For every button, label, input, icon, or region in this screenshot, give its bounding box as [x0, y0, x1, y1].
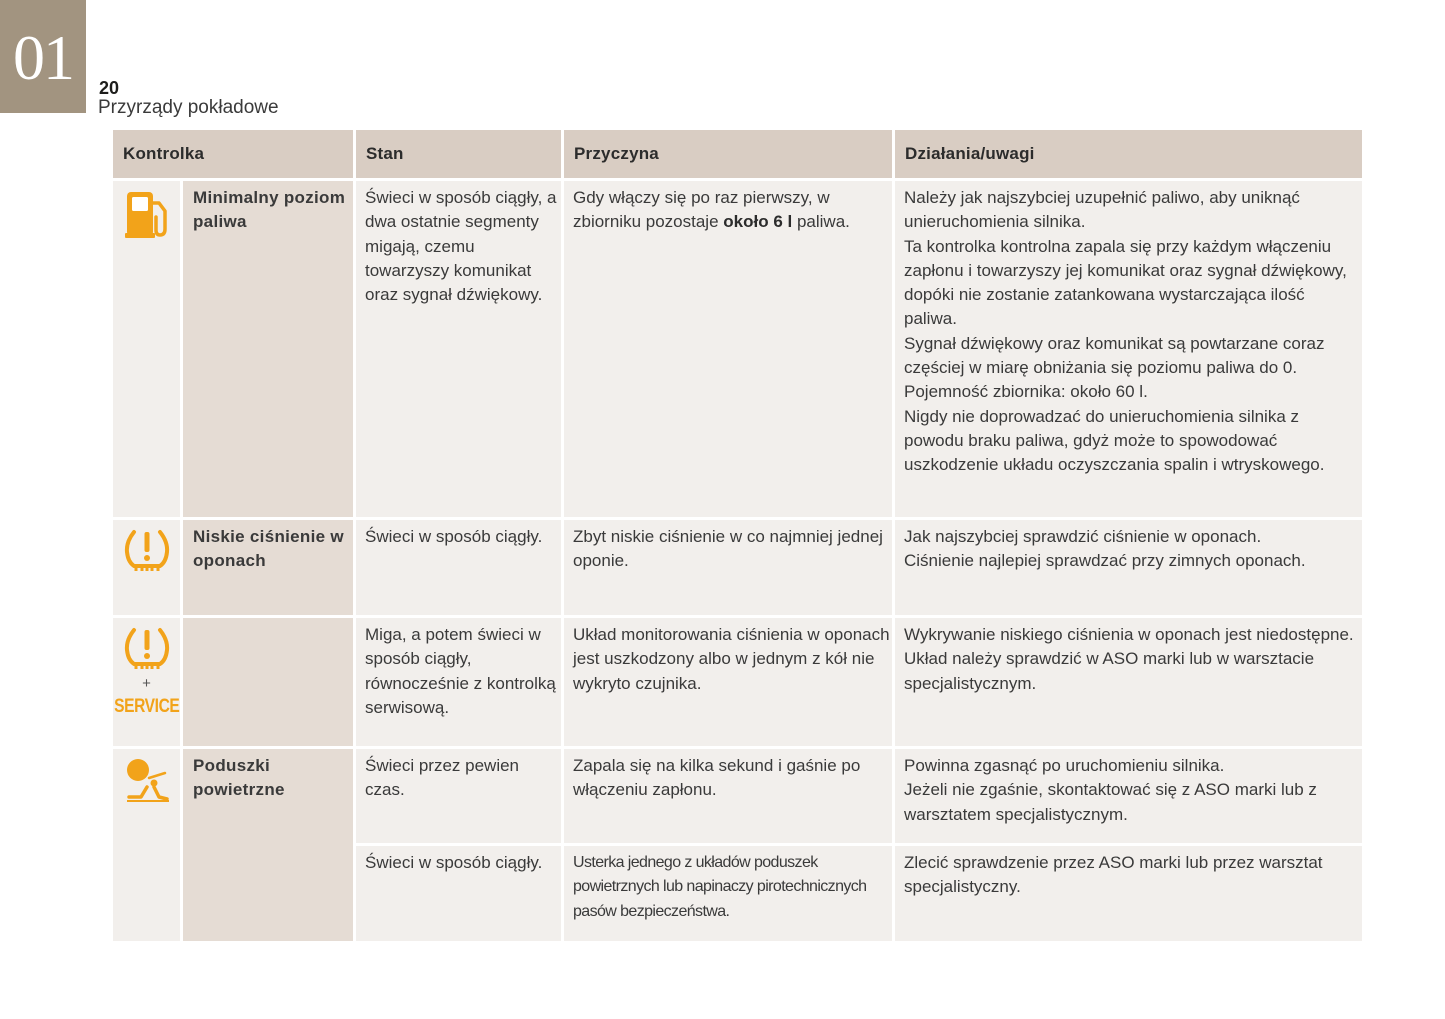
column-header-przyczyna: Przyczyna: [564, 130, 892, 178]
dzialania-text: Powinna zgasnąć po uruchomieniu silnika. Jeżeli nie zgaśnie, skontaktować się z ASO marki lub z warsztatem specjalistycznym.: [895, 749, 1362, 843]
dzialania-text: Jak najszybciej sprawdzić ciśnienie w oponach. Ciśnienie najlepiej sprawdzać przy zimnych oponach.: [895, 520, 1362, 615]
przyczyna-text: Usterka jednego z układów poduszek powietrznych lub napinaczy pirotechnicznych pasów bezpieczeństwa.: [564, 846, 892, 941]
tyre-pressure-icon: [113, 520, 180, 615]
tyre-pressure-service-icon: [113, 618, 180, 746]
dzialania-text: Wykrywanie niskiego ciśnienia w oponach jest niedostępne. Układ należy sprawdzić w ASO marki lub w warsztacie specjalistycznym.: [895, 618, 1362, 746]
plus-sign: +: [142, 675, 151, 692]
light-name: [183, 618, 353, 746]
light-name: Minimalny poziom paliwa: [183, 181, 353, 517]
page-title: Przyrządy pokładowe: [98, 97, 279, 118]
page-number: 20: [99, 78, 120, 98]
stan-text: Świeci w sposób ciągły.: [356, 520, 561, 615]
przyczyna-text: Zapala się na kilka sekund i gaśnie po włączeniu zapłonu.: [564, 749, 892, 843]
warning-lights-table: [113, 130, 1362, 941]
light-name: Poduszki powietrzne: [183, 749, 353, 941]
stan-text: Świeci przez pewien czas.: [356, 749, 561, 843]
fuel-pump-icon: [113, 181, 180, 517]
stan-text: Świeci w sposób ciągły, a dwa ostatnie segmenty migają, czemu towarzyszy komunikat oraz sygnał dźwiękowy.: [356, 181, 561, 517]
przyczyna-text: Układ monitorowania ciśnienia w oponach jest uszkodzony albo w jednym z kół nie wykryto czujnika.: [564, 618, 892, 746]
stan-text: Miga, a potem świeci w sposób ciągły, równocześnie z kontrolką serwisową.: [356, 618, 561, 746]
przyczyna-text: Zbyt niskie ciśnienie w co najmniej jednej oponie.: [564, 520, 892, 615]
column-header-dzialania: Działania/uwagi: [895, 130, 1362, 178]
service-icon: SERVICE: [113, 696, 180, 717]
column-header-stan: Stan: [356, 130, 561, 178]
dzialania-text: Należy jak najszybciej uzupełnić paliwo, aby uniknąć unieruchomienia silnika. Ta kontrolka kontrolna zapala się przy każdym włączeniu zapłonu i towarzyszy jej komunikat oraz sygnał dźwiękowy, dopóki nie zostanie zatankowana wystarczająca ilość paliwa. Sygnał dźwiękowy oraz komunikat są powtarzane coraz częściej w miarę obniżania się poziomu paliwa do 0. Pojemność zbiornika: około 60 l. Nigdy nie doprowadzać do unieruchomienia silnika z powodu braku paliwa, gdyż może to spowodować uszkodzenie układu oczyszczania spalin i wtryskowego.: [895, 181, 1362, 517]
tyre-pressure-icon: [123, 626, 171, 672]
chapter-tab: 01: [0, 0, 86, 113]
airbag-icon: [113, 749, 180, 941]
stan-text: Świeci w sposób ciągły.: [356, 846, 561, 941]
przyczyna-text: Gdy włączy się po raz pierwszy, w zbiorniku pozostaje około 6 l paliwa.: [564, 181, 892, 517]
dzialania-text: Zlecić sprawdzenie przez ASO marki lub przez warsztat specjalistyczny.: [895, 846, 1362, 941]
column-header-kontrolka: Kontrolka: [113, 130, 353, 178]
light-name: Niskie ciśnienie w oponach: [183, 520, 353, 615]
